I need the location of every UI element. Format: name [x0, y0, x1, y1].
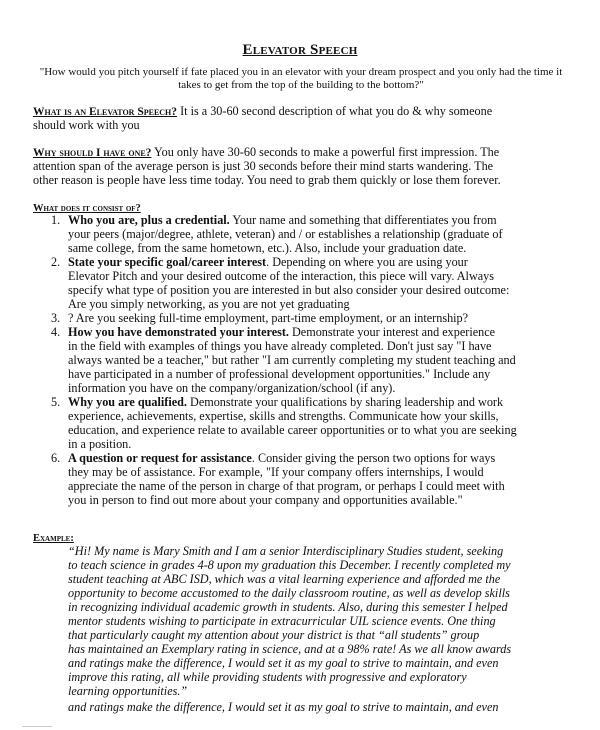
list-item-5-line-2: experience, achievements, expertise, skills and strengths. Communicate how your skills,	[68, 409, 499, 423]
list-item-4-line-4: have participated in a number of professional development opportunities." Include any	[68, 367, 491, 381]
list-item-4-line-3: always wanted be a teacher," but rather "I am currently completing my student teaching and	[68, 353, 516, 367]
what-is-text-1: It is a 30-60 second description of what you do & why someone	[177, 104, 493, 118]
list-number: 3.	[51, 311, 61, 325]
list-number: 4.	[51, 325, 61, 339]
list-item-5-line-1	[68, 395, 503, 409]
list-item-2-line-3: specify what type of position you are interested in but also consider your desired outcome:	[68, 283, 510, 297]
list-item-1-line-1	[68, 213, 497, 227]
example-line: student teaching at ABC ISD, which was a vital learning experience and afforded me the	[68, 572, 501, 586]
list-item-2-bold: State your specific goal/career interest	[68, 255, 267, 269]
example-line: in recognizing individual academic growth in students. Also, during this semester I helped	[68, 600, 508, 614]
why-text-3: other reason is people have less time today. You need to grab them quickly or lose them forever.	[33, 173, 501, 187]
page-title: Elevator Speech	[242, 42, 358, 58]
example-line: “Hi! My name is Mary Smith and I am a senior Interdisciplinary Studies student, seeking	[68, 544, 504, 558]
list-item-5-rest: Demonstrate your qualifications by sharing leadership and work	[186, 395, 504, 409]
list-item-1-line-3: same college, from the same hometown, etc.). Also, include your graduation date.	[68, 241, 467, 255]
list-number: 5.	[51, 395, 61, 409]
list-item-4-rest: Demonstrate your interest and experience	[288, 325, 496, 339]
list-item-5-bold: Why you are qualified.	[68, 395, 187, 409]
list-item-2-rest: . Depending on where you are using your	[266, 255, 468, 269]
example-line: that particularly caught my attention about your district is that “all students” group	[68, 628, 480, 642]
why-text-2: attention span of the average person is just 30 seconds before their mind starts wandering. The	[33, 159, 494, 173]
list-item-6-line-3: appreciate the name of the person in charge of that program, or perhaps I could meet with	[68, 479, 505, 493]
example-line: and ratings make the difference, I would set it as my goal to strive to maintain, and even	[68, 656, 499, 670]
subtitle-quote: "How would you pitch yourself if fate placed you in an elevator with your dream prospect and you only had the time it takes to get from the top of the building to the bottom?"	[39, 66, 563, 91]
list-item-5-line-4: in a position.	[68, 437, 132, 451]
list-item-4-line-1	[68, 325, 495, 339]
what-is-heading: What is an Elevator Speech?	[33, 106, 178, 118]
example-line: opportunity to become accustomed to the daily classroom routine, as well as develop skills	[68, 586, 510, 600]
why-text-1: You only have 30-60 seconds to make a powerful first impression. The	[151, 145, 500, 159]
list-item-1-line-2: your peers (major/degree, athlete, veteran) and / or establishes a relationship (graduate of	[68, 227, 503, 241]
list-item-6-bold: A question or request for assistance	[68, 451, 252, 465]
footer-divider	[22, 726, 52, 727]
why-line-1	[33, 145, 499, 160]
example-line: mentor students wishing to participate in extracurricular UIL science events. One thing	[68, 614, 496, 628]
what-is-line-1	[33, 104, 492, 119]
list-number: 1.	[51, 213, 61, 227]
list-item-1-bold: Who you are, plus a credential.	[68, 213, 230, 227]
list-item-4-line-5: information you have on the company/organization/school (if any).	[68, 381, 396, 395]
why-heading: Why should I have one?	[33, 147, 152, 159]
list-item-6-line-2: they may be of assistance. For example, "If your company offers internships, I would	[68, 465, 484, 479]
list-item-1-rest: Your name and something that differentiates you from	[229, 213, 497, 227]
list-item-4-line-2: in the field with examples of things you have already completed. Don't just say "I have	[68, 339, 492, 353]
list-item-5-line-3: education, and experience relate to available career opportunities or to what you are seeking	[68, 423, 517, 437]
example-line: to teach science in grades 4-8 upon my graduation this December. I recently completed my	[68, 558, 511, 572]
list-item-3-line-1: ? Are you seeking full-time employment, part-time employment, or an internship?	[68, 311, 469, 325]
example-line: has maintained an Exemplary rating in science, and at a 98% rate! As we all know awards	[68, 642, 512, 656]
what-is-text-2: should work with you	[33, 118, 140, 132]
list-item-2-line-4: Are you simply networking, as you are not yet graduating	[68, 297, 350, 311]
list-number: 6.	[51, 451, 61, 465]
list-item-4-bold: How you have demonstrated your interest.	[68, 325, 289, 339]
example-line: and ratings make the difference, I would set it as my goal to strive to maintain, and even	[68, 700, 499, 714]
list-item-6-rest: . Consider giving the person two options for ways	[251, 451, 496, 465]
list-item-6-line-4: you in person to find out more about your company and opportunities available."	[68, 493, 463, 507]
example-heading: Example:	[33, 533, 74, 544]
example-line: improve this rating, all while providing students with progressive and exploratory	[68, 670, 467, 684]
list-number: 2.	[51, 255, 61, 269]
list-item-2-line-2: Elevator Pitch and your desired outcome of the interaction, this piece will vary. Always	[68, 269, 494, 283]
example-line: learning opportunities.”	[68, 684, 188, 698]
list-item-6-line-1	[68, 451, 495, 465]
list-item-2-line-1	[68, 255, 468, 269]
consist-heading: What does it consist of?	[33, 203, 141, 214]
